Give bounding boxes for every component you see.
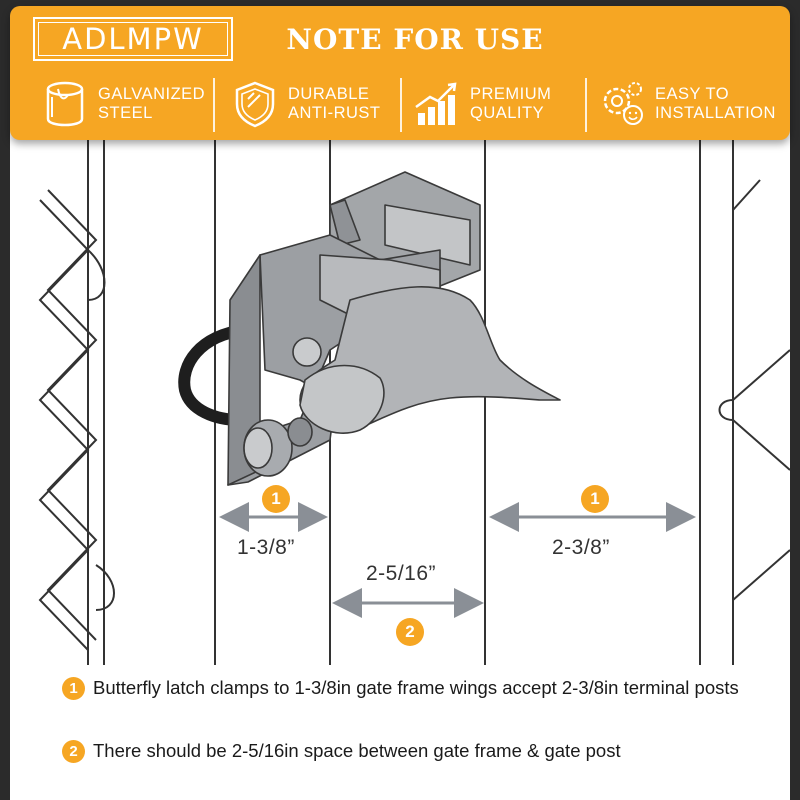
gear-smile-icon <box>595 77 649 131</box>
bar-chart-growth-icon <box>410 77 464 131</box>
feature-label-galvanized: GALVANIZED STEEL <box>98 85 206 122</box>
note-badge-2: 2 <box>62 740 85 763</box>
feature-galvanized-steel <box>38 74 205 134</box>
feature-divider <box>585 78 587 132</box>
brand-name: ADLMPW <box>38 22 228 56</box>
note-text-1: Butterfly latch clamps to 1-3/8in gate frame wings accept 2-3/8in terminal posts <box>93 677 739 698</box>
feature-divider <box>400 78 402 132</box>
chain-link-fence-left <box>40 190 114 650</box>
brand-logo <box>33 17 233 61</box>
dimension-badge-1-right: 1 <box>581 485 609 513</box>
note-badge-1: 1 <box>62 677 85 700</box>
shield-icon <box>228 77 282 131</box>
feature-durable-anti-rust <box>228 74 381 134</box>
note-text-2: There should be 2-5/16in space between gate frame & gate post <box>93 740 621 761</box>
feature-label-easy: EASY TO INSTALLATION <box>655 85 776 122</box>
butterfly-latch <box>184 172 560 485</box>
feature-easy-installation <box>595 74 776 134</box>
dimension-badge-1-left: 1 <box>262 485 290 513</box>
dimension-arrows <box>225 517 690 603</box>
header-banner <box>10 6 790 140</box>
dimension-label-frame-wing: 1-3/8” <box>237 536 295 559</box>
feature-label-premium: PREMIUM QUALITY <box>470 85 552 122</box>
dimension-badge-2: 2 <box>396 618 424 646</box>
page-title: NOTE FOR USE <box>286 23 544 56</box>
feature-label-durable: DURABLE ANTI-RUST <box>288 85 381 122</box>
galvanized-barrel-icon <box>38 77 92 131</box>
feature-premium-quality <box>410 74 551 134</box>
note-item-1 <box>62 676 742 700</box>
feature-divider <box>213 78 215 132</box>
note-item-2 <box>62 739 762 763</box>
dimension-label-terminal-post: 2-3/8” <box>552 536 610 559</box>
pivot-bolt <box>293 338 321 366</box>
dimension-label-gap: 2-5/16” <box>366 562 437 585</box>
chain-link-fence-right <box>720 180 791 600</box>
